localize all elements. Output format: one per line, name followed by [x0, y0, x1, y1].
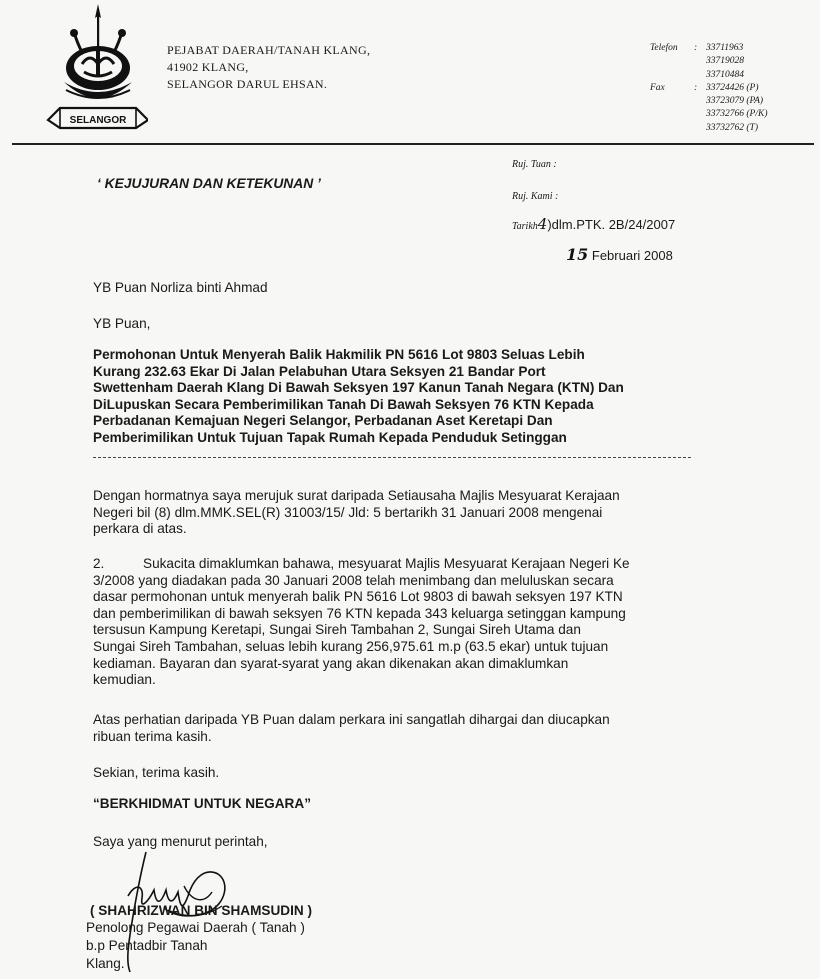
telefon-label: Telefon: [650, 43, 678, 53]
date-line: [566, 245, 673, 264]
paragraph-line: ribuan terima kasih.: [93, 728, 212, 744]
telefon-number: 33710484: [706, 69, 744, 80]
salutation: YB Puan,: [93, 316, 151, 331]
paragraph-line: kemudian.: [93, 672, 156, 688]
ref-number: )dlm.PTK. 2B/24/2007: [547, 217, 676, 232]
motto: ‘ KEJUJURAN DAN KETEKUNAN ’: [97, 176, 321, 191]
date-text: Februari 2008: [591, 248, 673, 263]
signatory-bp: b.p Pentadbir Tanah: [86, 938, 208, 953]
contact-block: Telefon : 33711963 33719028 33710484 Fax : 33724426 (P) 33723079 (PA) 33732766 (P/K) 33732762 (T): [650, 42, 767, 135]
paragraph-line: perkara di atas.: [93, 521, 187, 537]
paragraph-1: [93, 488, 695, 538]
yours-line: Saya yang menurut perintah,: [93, 834, 268, 849]
address-line: SELANGOR DARUL EHSAN.: [167, 77, 328, 91]
fax-number: 33724426 (P): [706, 82, 759, 93]
paragraph-line: dasar permohonan untuk menyerah balik PN 5616 Lot 9803 di bawah seksyen 197 KTN: [93, 589, 623, 605]
slogan: “BERKHIDMAT UNTUK NEGARA”: [93, 796, 311, 811]
fax-number: 33732762 (T): [706, 122, 758, 133]
paragraph-3: [93, 712, 695, 745]
telefon-number: 33719028: [706, 56, 744, 67]
paragraph-line: Negeri bil (8) dlm.MMK.SEL(R) 31003/15/ Jld: 5 bertarikh 31 Januari 2008 mengenai: [93, 504, 603, 520]
ruj-tuan-label: Ruj. Tuan :: [512, 159, 557, 170]
paragraph-line: Atas perhatian daripada YB Puan dalam perkara ini sangatlah dihargai dan diucapkan: [93, 712, 610, 727]
paragraph-line: dan pemberimilikan di bawah seksyen 76 KTN kepada 343 keluarga setinggan kampung: [93, 605, 626, 621]
subject-line: Pemberimilikan Untuk Tujuan Tapak Rumah Kepada Penduduk Setinggan: [93, 429, 567, 445]
ruj-kami-label: Ruj. Kami :: [512, 191, 559, 202]
crest-label: SELANGOR: [69, 115, 127, 126]
tarikh-label: Tarikh: [512, 221, 538, 232]
subject-line: Swettenham Daerah Klang Di Bawah Seksyen 197 Kanun Tanah Negara (KTN) Dan: [93, 380, 624, 396]
address-line: 41902 KLANG,: [167, 60, 249, 74]
reference-line: [512, 215, 675, 233]
handwritten-day: 15: [566, 245, 589, 264]
subject-line: Permohonan Untuk Menyerah Balik Hakmilik PN 5616 Lot 9803 Seluas Lebih: [93, 347, 585, 362]
paragraph-2-number: 2.: [93, 556, 105, 571]
selangor-crest-icon: [44, 2, 148, 130]
paragraph-line: Sungai Sireh Tambahan, seluas lebih kurang 256,975.61 m.p (63.5 ekar) untuk tujuan: [93, 638, 609, 654]
recipient: YB Puan Norliza binti Ahmad: [93, 280, 268, 295]
letterhead-address: [167, 42, 370, 93]
address-line: PEJABAT DAERAH/TANAH KLANG,: [167, 43, 371, 57]
handwritten-ref: 4: [537, 215, 548, 233]
fax-label: Fax: [650, 82, 665, 93]
paragraph-line: 3/2008 yang diadakan pada 30 Januari 2008 telah menimbang dan meluluskan secara: [93, 572, 614, 588]
paragraph-line: tersusun Kampung Keretapi, Sungai Sireh Tambahan 2, Sungai Sireh Utama dan: [93, 622, 581, 638]
closing: Sekian, terima kasih.: [93, 765, 220, 780]
fax-number: 33723079 (PA): [706, 96, 764, 107]
signatory-title: Penolong Pegawai Daerah ( Tanah ): [86, 920, 305, 935]
subject-divider: [93, 457, 691, 458]
paragraph-line: kediaman. Bayaran dan syarat-syarat yang akan dikenakan akan dimaklumkan: [93, 655, 569, 671]
signatory-name: ( SHAHRIZWAN BIN SHAMSUDIN ): [90, 903, 313, 918]
fax-number: 33732766 (P/K): [706, 109, 768, 120]
telefon-number: 33711963: [706, 43, 744, 53]
paragraph-line: Sukacita dimaklumkan bahawa, mesyuarat Majlis Mesyuarat Kerajaan Negeri Ke: [143, 556, 630, 571]
signatory-place: Klang.: [86, 956, 125, 971]
subject-line: DiLupuskan Secara Pemberimilikan Tanah Di Bawah Seksyen 76 KTN Kepada: [93, 396, 594, 412]
subject-line: Kurang 232.63 Ekar Di Jalan Pelabuhan Utara Seksyen 21 Bandar Port: [93, 363, 546, 379]
subject-block: [93, 347, 693, 447]
paragraph-2: [93, 556, 695, 689]
subject-line: Perbadanan Kemajuan Negeri Selangor, Perbadanan Aset Keretapi Dan: [93, 413, 553, 429]
paragraph-line: Dengan hormatnya saya merujuk surat daripada Setiausaha Majlis Mesyuarat Kerajaan: [93, 488, 620, 503]
letterhead-divider: [12, 143, 814, 145]
